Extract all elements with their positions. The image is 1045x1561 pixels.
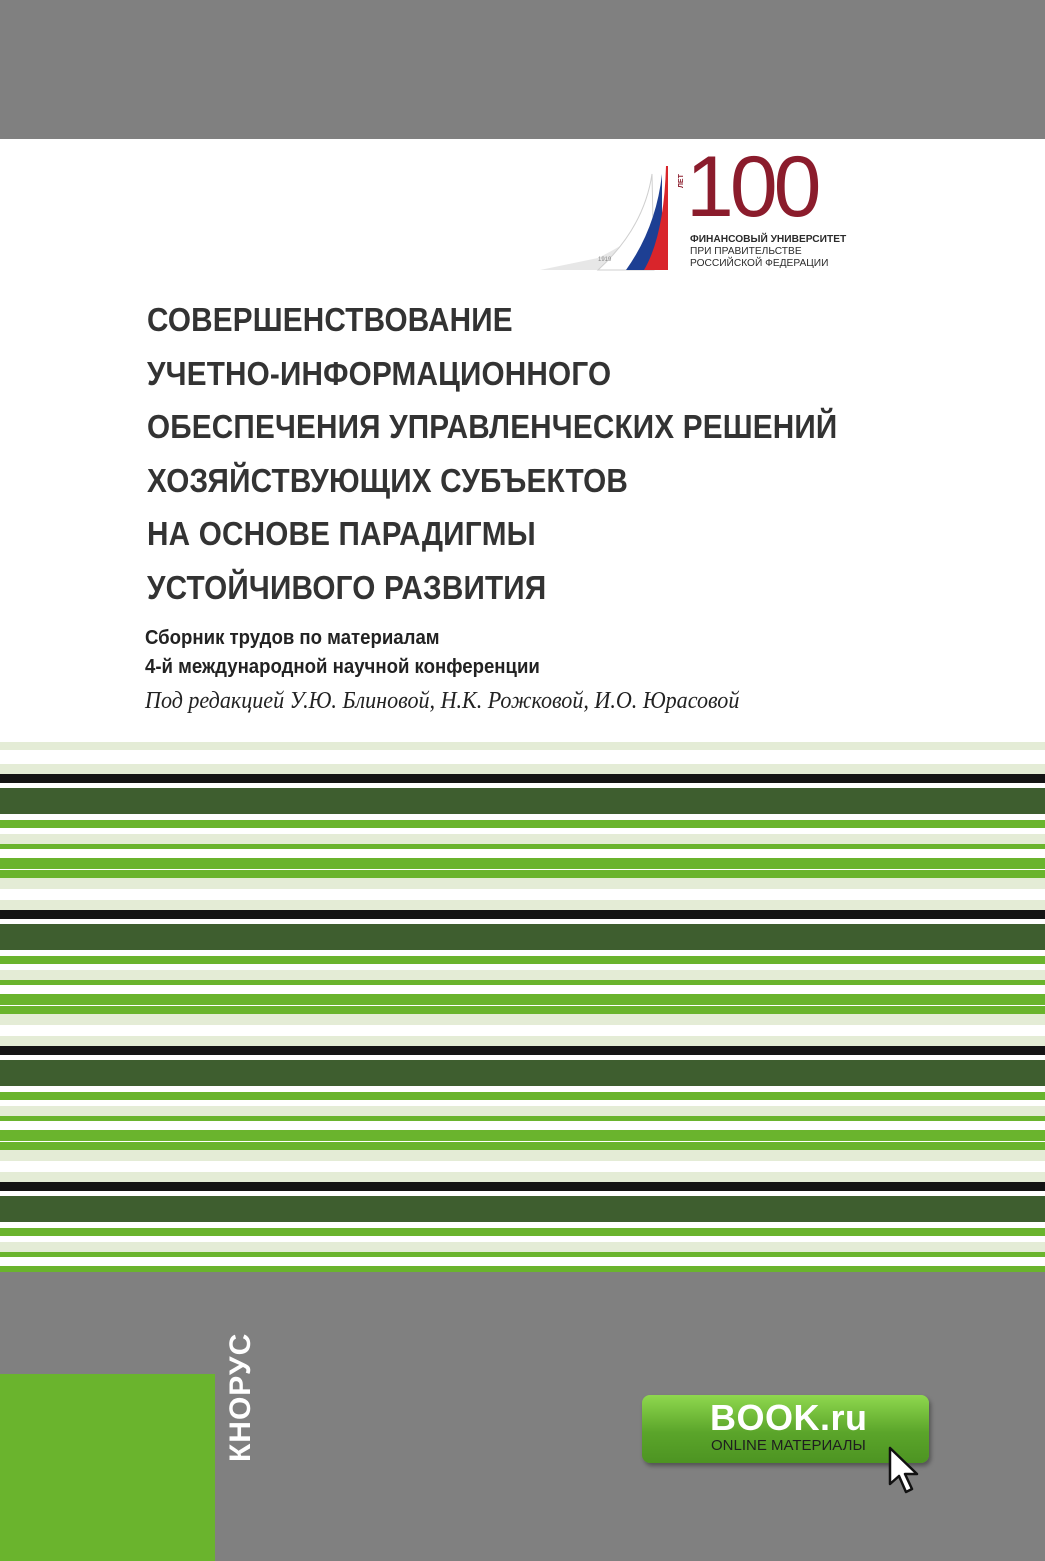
stripe-pale xyxy=(0,764,1045,774)
editors-line: Под редакцией У.Ю. Блиновой, Н.К. Рожковой, И.О. Юрасовой xyxy=(145,688,740,714)
stripe-black xyxy=(0,1046,1045,1055)
decorative-stripes xyxy=(0,740,1045,1272)
stripe-dark xyxy=(0,1196,1045,1222)
subtitle-line: Сборник трудов по материалам xyxy=(145,627,440,649)
stripe-bright xyxy=(0,858,1045,869)
stripe-black xyxy=(0,910,1045,919)
stripe-dark xyxy=(0,1060,1045,1086)
logo-line-2: ПРИ ПРАВИТЕЛЬСТВЕ xyxy=(690,246,802,257)
stripe-pale xyxy=(0,878,1045,886)
stripe-bright xyxy=(0,820,1045,828)
title-line: НА ОСНОВЕ ПАРАДИГМЫ xyxy=(147,515,536,552)
bookru-button[interactable] xyxy=(642,1395,929,1463)
book-subtitle xyxy=(145,624,945,682)
logo-caption xyxy=(690,234,846,270)
stripe-dark xyxy=(0,924,1045,950)
title-line: УСТОЙЧИВОГО РАЗВИТИЯ xyxy=(147,568,547,606)
title-line: ОБЕСПЕЧЕНИЯ УПРАВЛЕНЧЕСКИХ РЕШЕНИЙ xyxy=(147,408,838,445)
stripe-bright xyxy=(0,1092,1045,1100)
stripe-bright xyxy=(0,994,1045,1005)
logo-line-3: РОССИЙСКОЙ ФЕДЕРАЦИИ xyxy=(690,258,829,269)
stripe-bright xyxy=(0,1116,1045,1121)
logo-line-1: ФИНАНСОВЫЙ УНИВЕРСИТЕТ xyxy=(690,234,847,245)
logo-years-label: ЛЕТ xyxy=(678,174,685,188)
stripe-bright xyxy=(0,1130,1045,1141)
bookru-label: BOOK.ru xyxy=(710,1397,868,1438)
title-line: ХОЗЯЙСТВУЮЩИХ СУБЪЕКТОВ xyxy=(147,461,628,499)
stripe-bright xyxy=(0,1228,1045,1236)
logo-number: 100 xyxy=(686,139,818,235)
publisher-mark xyxy=(223,1332,259,1462)
book-title xyxy=(147,293,967,614)
stripe-pale xyxy=(0,1172,1045,1182)
stripe-pale xyxy=(0,742,1045,750)
title-line: СОВЕРШЕНСТВОВАНИЕ xyxy=(147,301,513,338)
stripe-pale xyxy=(0,900,1045,910)
stripe-black xyxy=(0,1182,1045,1191)
stripe-bright xyxy=(0,956,1045,964)
stripe-pale xyxy=(0,1150,1045,1158)
mouse-cursor-icon xyxy=(888,1446,922,1496)
stripe-bright xyxy=(0,1252,1045,1257)
stripe-black xyxy=(0,774,1045,783)
bookru-sublabel: ONLINE МАТЕРИАЛЫ xyxy=(711,1437,866,1454)
green-corner-block xyxy=(0,1374,215,1561)
subtitle-line: 4-й международной научной конференции xyxy=(145,656,540,678)
logo-year: 1919 xyxy=(598,257,612,263)
stripe-pale xyxy=(0,1014,1045,1022)
university-logo xyxy=(538,139,868,276)
stripe-bright xyxy=(0,980,1045,985)
publisher-name: КНОРУС xyxy=(224,1332,257,1462)
stripe-bright xyxy=(0,844,1045,849)
stripe-pale xyxy=(0,1036,1045,1046)
title-line: УЧЕТНО-ИНФОРМАЦИОННОГО xyxy=(147,354,612,392)
top-gray-band xyxy=(0,0,1045,139)
stripe-dark xyxy=(0,788,1045,814)
